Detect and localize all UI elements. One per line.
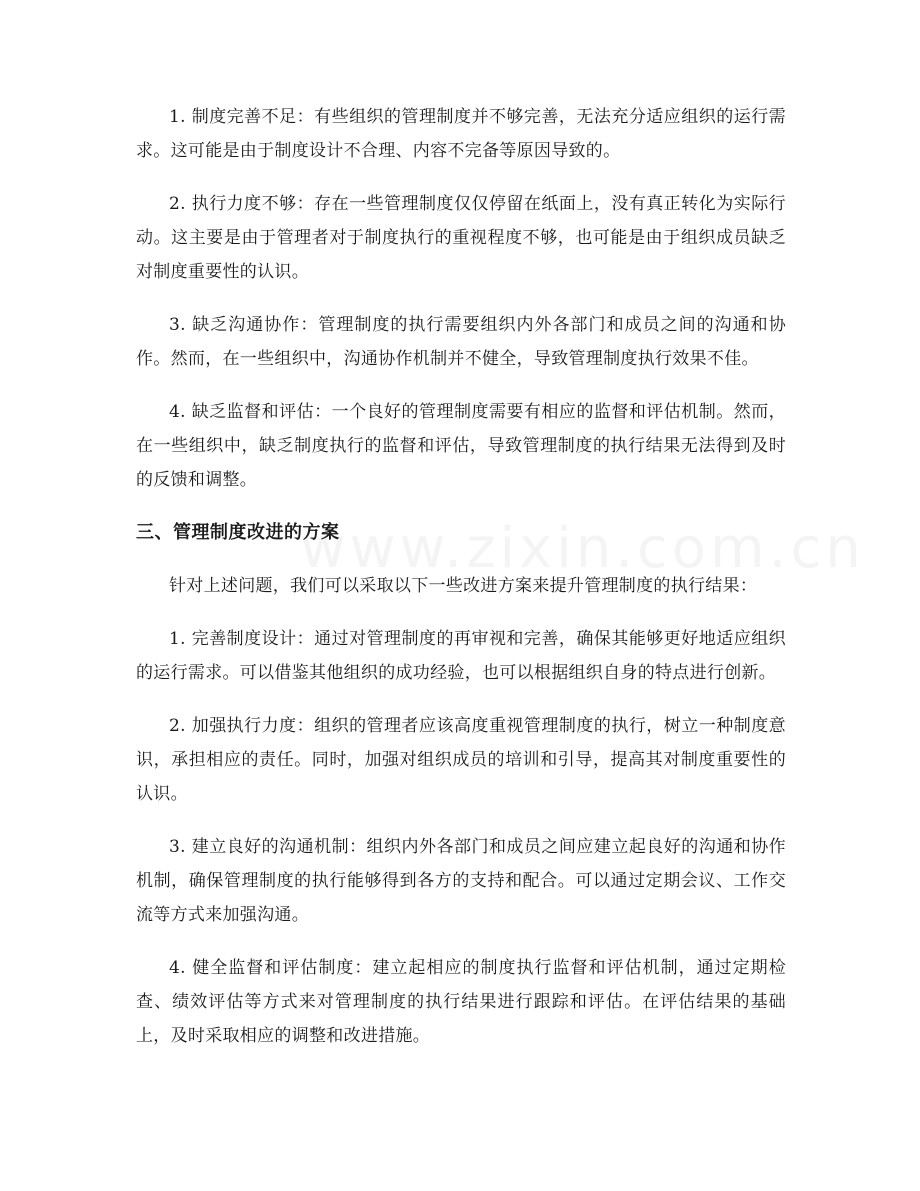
document-body <box>136 100 786 1072</box>
solution-item-3: 3. 建立良好的沟通机制：组织内外各部门和成员之间应建立起良好的沟通和协作机制，确保管理制度的执行能够得到各方的支持和配合。可以通过定期会议、工作交流等方式来加强沟通。 <box>136 837 786 925</box>
solution-item-1: 1. 完善制度设计：通过对管理制度的再审视和完善，确保其能够更好地适应组织的运行需求。可以借鉴其他组织的成功经验，也可以根据组织自身的特点进行创新。 <box>136 629 786 683</box>
problem-item-1: 1. 制度完善不足：有些组织的管理制度并不够完善，无法充分适应组织的运行需求。这可能是由于制度设计不合理、内容不完备等原因导致的。 <box>136 107 786 161</box>
problem-item-2: 2. 执行力度不够：存在一些管理制度仅仅停留在纸面上，没有真正转化为实际行动。这主要是由于管理者对于制度执行的重视程度不够，也可能是由于组织成员缺乏对制度重要性的认识。 <box>136 194 786 282</box>
problem-item-3: 3. 缺乏沟通协作：管理制度的执行需要组织内外各部门和成员之间的沟通和协作。然而，在一些组织中，沟通协作机制并不健全，导致管理制度执行效果不佳。 <box>136 315 786 369</box>
problem-item-4: 4. 缺乏监督和评估：一个良好的管理制度需要有相应的监督和评估机制。然而，在一些组织中，缺乏制度执行的监督和评估，导致管理制度的执行结果无法得到及时的反馈和调整。 <box>136 402 786 490</box>
solution-item-4: 4. 健全监督和评估制度：建立起相应的制度执行监督和评估机制，通过定期检查、绩效评估等方式来对管理制度的执行结果进行跟踪和评估。在评估结果的基础上，及时采取相应的调整和改进措施。 <box>136 958 786 1046</box>
section-heading: 三、管理制度改进的方案 <box>136 522 340 543</box>
section-intro: 针对上述问题，我们可以采取以下一些改进方案来提升管理制度的执行结果： <box>169 576 758 596</box>
solution-item-2: 2. 加强执行力度：组织的管理者应该高度重视管理制度的执行，树立一种制度意识，承担相应的责任。同时，加强对组织成员的培训和引导，提高其对制度重要性的认识。 <box>136 716 786 804</box>
